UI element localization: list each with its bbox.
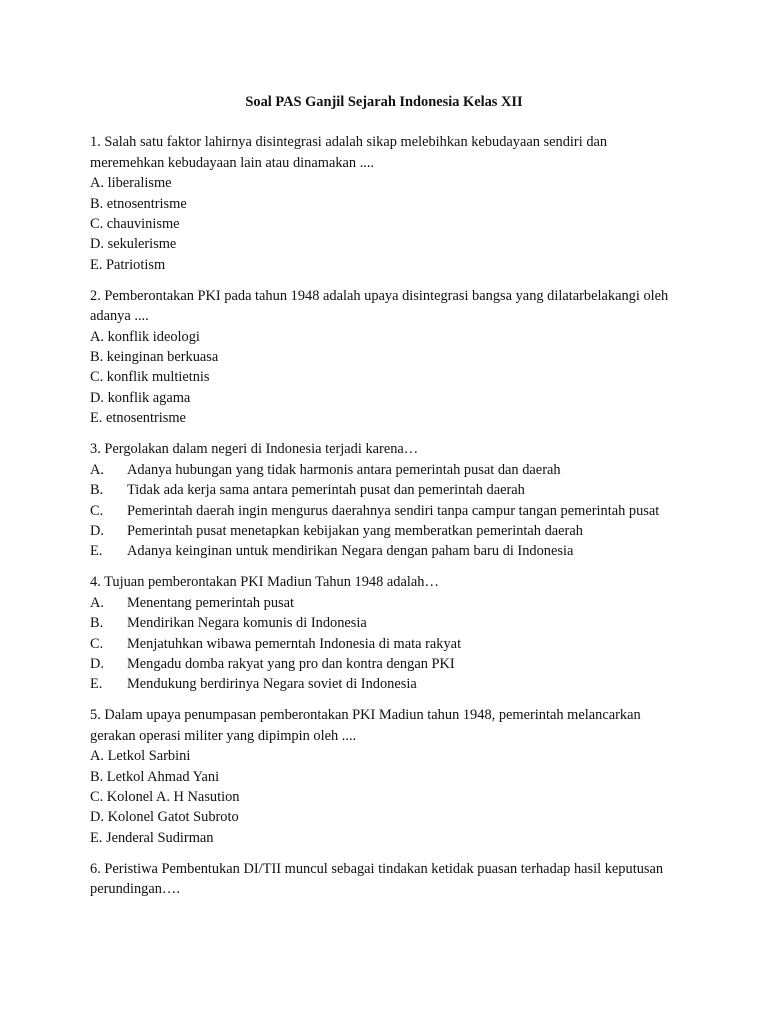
option-letter: A. [90,594,104,611]
option-text: Adanya hubungan yang tidak harmonis antara pemerintah pusat dan daerah [127,461,561,478]
option-letter: A. [90,461,104,478]
option-text: Pemerintah pusat menetapkan kebijakan yang memberatkan pemerintah daerah [127,522,583,539]
option-c [90,501,678,521]
question-2 [90,286,678,429]
option-e: E. etnosentrisme [90,410,186,427]
option-a: A. Letkol Sarbini [90,748,191,765]
option-e [90,541,678,561]
option-letter: E. [90,676,103,693]
option-c [90,634,678,654]
option-text: Menjatuhkan wibawa pemerntah Indonesia di mata rakyat [127,635,462,652]
option-d: D. Kolonel Gatot Subroto [90,809,239,826]
question-text: 4. Tujuan pemberontakan PKI Madiun Tahun 1948 adalah… [90,574,439,591]
option-e: E. Jenderal Sudirman [90,829,214,846]
question-3 [90,439,678,561]
option-letter: C. [90,502,104,519]
option-d: D. sekulerisme [90,236,177,253]
option-text: Adanya keinginan untuk mendirikan Negara dengan paham baru di Indonesia [127,543,574,560]
question-text: 5. Dalam upaya penumpasan pemberontakan PKI Madiun tahun 1948, pemerintah melancarkan gerakan operasi militer yang dipimpin oleh .... [90,707,641,744]
option-a: A. konflik ideologi [90,328,200,345]
question-5 [90,705,678,848]
option-letter: C. [90,635,104,652]
option-d [90,521,678,541]
option-d: D. konflik agama [90,389,191,406]
option-b [90,613,678,633]
page-title: Soal PAS Ganjil Sejarah Indonesia Kelas XII [245,94,523,110]
option-b: B. Letkol Ahmad Yani [90,768,220,785]
question-text: 6. Peristiwa Pembentukan DI/TII muncul sebagai tindakan ketidak puasan terhadap hasil keputusan perundingan…. [90,860,664,898]
option-text: Tidak ada kerja sama antara pemerintah pusat dan pemerintah daerah [127,482,525,499]
option-letter: B. [90,482,104,499]
question-text: 3. Pergolakan dalam negeri di Indonesia terjadi karena… [90,441,419,458]
option-text: Menentang pemerintah pusat [127,594,295,611]
option-letter: E. [90,543,103,560]
option-a [90,593,678,613]
option-b: B. etnosentrisme [90,195,187,212]
option-c: C. konflik multietnis [90,369,210,386]
option-text: Mendirikan Negara komunis di Indonesia [127,615,367,632]
option-e [90,674,678,694]
question-text: 1. Salah satu faktor lahirnya disintegrasi adalah sikap melebihkan kebudayaan sendiri dan meremehkan kebudayaan lain atau dinamakan .... [90,134,608,171]
question-4 [90,572,678,694]
option-text: Pemerintah daerah ingin mengurus daerahnya sendiri tanpa campur tangan pemerintah pusat [127,502,660,519]
question-6 [90,859,678,900]
option-letter: D. [90,655,104,672]
option-a: A. liberalisme [90,175,172,192]
option-a [90,460,678,480]
option-e: E. Patriotism [90,256,166,273]
option-letter: D. [90,522,104,539]
option-c: C. Kolonel A. H Nasution [90,788,240,805]
option-text: Mengadu domba rakyat yang pro dan kontra dengan PKI [127,655,455,672]
option-letter: B. [90,615,104,632]
question-1 [90,132,678,275]
question-text: 2. Pemberontakan PKI pada tahun 1948 adalah upaya disintegrasi bangsa yang dilatarbelakangi oleh adanya .... [90,287,669,325]
option-text: Mendukung berdirinya Negara soviet di Indonesia [127,676,417,693]
option-b [90,480,678,500]
option-b: B. keinginan berkuasa [90,349,219,366]
option-d [90,654,678,674]
option-c: C. chauvinisme [90,216,180,233]
